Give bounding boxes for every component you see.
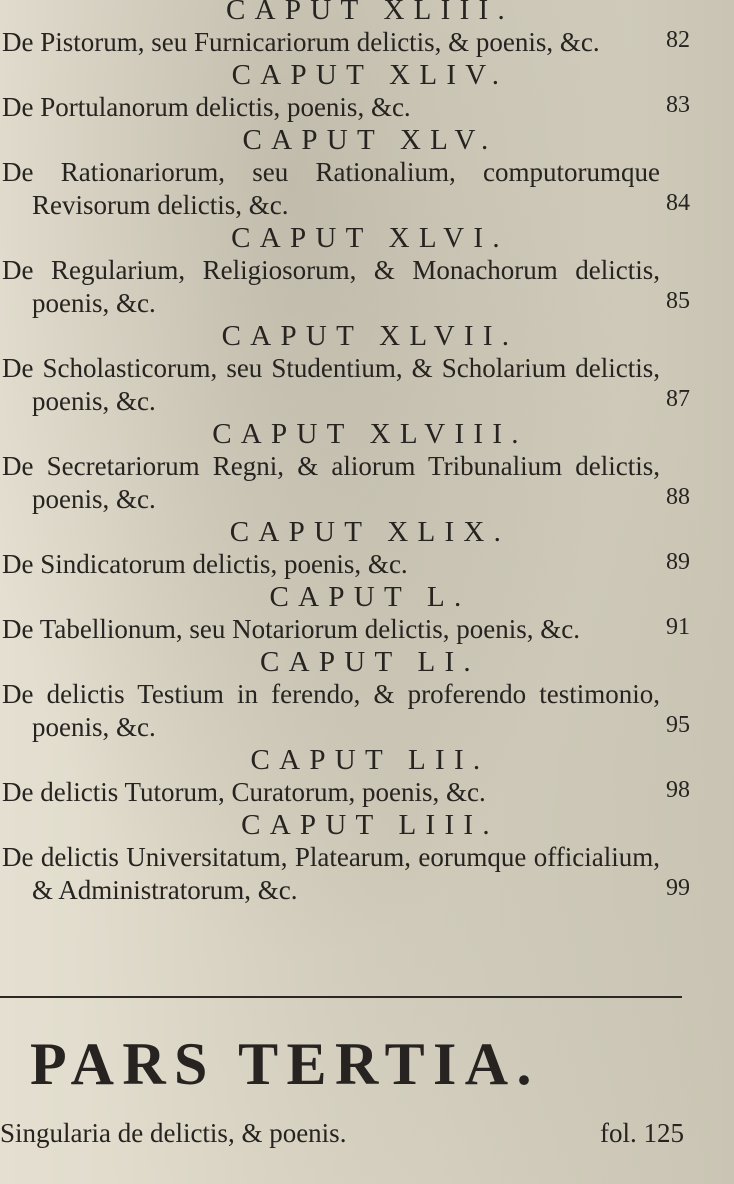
page-number: 89 xyxy=(666,549,690,575)
page-number: 83 xyxy=(666,92,690,118)
chapter-entry xyxy=(0,548,700,581)
page-number: 84 xyxy=(666,190,690,216)
page-number: 85 xyxy=(666,288,690,314)
chapter-heading: CAPUT XLIII. xyxy=(225,0,515,26)
chapter-heading: CAPUT LI. xyxy=(260,646,480,678)
chapter-heading: CAPUT XLVIII. xyxy=(212,418,528,450)
page-number: 82 xyxy=(666,27,690,53)
part-subtitle-line xyxy=(0,1118,684,1149)
chapter-heading: CAPUT XLVII. xyxy=(221,320,519,352)
part-subtitle: Singularia de delictis, & poenis. xyxy=(0,1118,347,1148)
chapter-entry xyxy=(0,678,700,744)
chapter-entry xyxy=(0,613,700,646)
chapter-heading: CAPUT XLIV. xyxy=(231,59,509,91)
chapter-entry xyxy=(0,156,700,222)
chapter-entry xyxy=(0,352,700,418)
chapter-entry xyxy=(0,450,700,516)
chapter-title: De delictis Tutorum, Curatorum, poenis, &c. xyxy=(2,777,486,807)
chapter-entry xyxy=(0,26,700,59)
chapter-title: De Sindicatorum delictis, poenis, &c. xyxy=(2,549,408,579)
chapter-entry xyxy=(0,776,700,809)
chapter-heading: CAPUT LIII. xyxy=(241,809,499,841)
page-number: 98 xyxy=(666,777,690,803)
chapter-heading: CAPUT XLVI. xyxy=(231,222,509,254)
page-number: 91 xyxy=(666,614,690,640)
chapter-entry xyxy=(0,254,700,320)
chapter-title: De Rationariorum, seu Rationalium, computorumque Revisorum delictis, &c. xyxy=(2,157,660,220)
chapter-heading: CAPUT L. xyxy=(269,581,471,613)
chapter-entry xyxy=(0,841,700,907)
page-number: 88 xyxy=(666,484,690,510)
chapter-title: De Pistorum, seu Furnicariorum delictis, & poenis, &c. xyxy=(2,27,600,57)
chapter-entry xyxy=(0,91,700,124)
page-number: 95 xyxy=(666,712,690,738)
chapter-title: De delictis Universitatum, Platearum, eorumque officialium, & Administratorum, &c. xyxy=(2,842,660,905)
chapter-heading: CAPUT XLIX. xyxy=(229,516,511,548)
chapter-title: De Scholasticorum, seu Studentium, & Scholarium delictis, poenis, &c. xyxy=(2,353,660,416)
section-divider xyxy=(0,996,682,998)
chapter-title: De Secretariorum Regni, & aliorum Tribunalium delictis, poenis, &c. xyxy=(2,451,660,514)
chapter-title: De Portulanorum delictis, poenis, &c. xyxy=(2,92,411,122)
page-number: 87 xyxy=(666,386,690,412)
folio-number: fol. 125 xyxy=(600,1118,684,1148)
page-number: 99 xyxy=(666,875,690,901)
chapter-title: De Regularium, Religiosorum, & Monachorum delictis, poenis, &c. xyxy=(2,255,660,318)
chapter-title: De Tabellionum, seu Notariorum delictis, poenis, &c. xyxy=(2,614,580,644)
part-title: PARS TERTIA. xyxy=(30,1031,540,1097)
chapter-heading: CAPUT XLV. xyxy=(242,124,498,156)
chapter-heading: CAPUT LII. xyxy=(250,744,490,776)
chapter-title: De delictis Testium in ferendo, & proferendo testimonio, poenis, &c. xyxy=(2,679,660,742)
